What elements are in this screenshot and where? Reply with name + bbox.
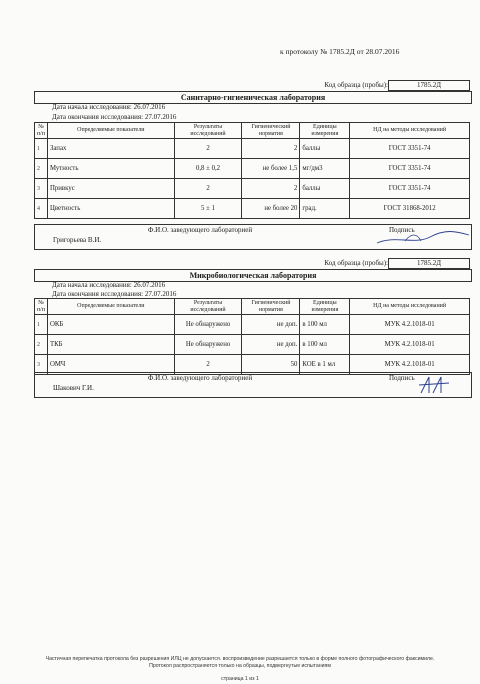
sanitary-sample-code-row <box>34 80 470 90</box>
cell-result: 5 ± 1 <box>174 199 242 219</box>
cell-unit: баллы <box>300 139 350 159</box>
sample-code-value: 1785.2Д <box>388 258 470 269</box>
col-unit-header: Единицы измерения <box>300 123 350 139</box>
handwritten-signature <box>375 227 471 247</box>
cell-result: 2 <box>174 139 242 159</box>
cell-num: 3 <box>35 179 48 199</box>
cell-indicator: Цветность <box>47 199 174 219</box>
cell-norm: 2 <box>242 179 300 199</box>
cell-norm: не доп. <box>242 315 300 335</box>
signature-head-label: Ф.И.О. заведующего лабораторией <box>147 226 253 234</box>
cell-method: ГОСТ 31868-2012 <box>350 199 470 219</box>
micro-signature-row <box>34 372 472 398</box>
col-method-header: НД на методы исследований <box>350 299 470 315</box>
table-header-row <box>35 299 470 315</box>
table-row <box>35 199 470 219</box>
sample-code-label: Код образца (пробы): <box>324 81 388 89</box>
cell-num: 3 <box>35 355 48 375</box>
cell-indicator: Привкус <box>47 179 174 199</box>
cell-unit: в 100 мл <box>300 315 350 335</box>
col-result-header: Результаты исследований <box>174 123 242 139</box>
table-row <box>35 139 470 159</box>
cell-indicator: ТКБ <box>47 335 174 355</box>
lab-head-name: Шакович Г.И. <box>53 384 94 392</box>
micro-end-date: Дата окончания исследования: 27.07.2016 <box>52 290 177 298</box>
cell-method: ГОСТ 3351-74 <box>350 139 470 159</box>
cell-method: ГОСТ 3351-74 <box>350 179 470 199</box>
cell-num: 1 <box>35 139 48 159</box>
cell-unit: КОЕ в 1 мл <box>300 355 350 375</box>
signature-label: Подпись <box>389 226 415 234</box>
cell-norm: не более 20 <box>242 199 300 219</box>
cell-unit: мг/дм3 <box>300 159 350 179</box>
sanitary-lab-title: Санитарно-гигиеническая лаборатория <box>34 91 472 104</box>
cell-unit: в 100 мл <box>300 335 350 355</box>
sanitary-signature-row <box>34 224 472 250</box>
cell-indicator: ОМЧ <box>47 355 174 375</box>
protocol-reference: к протоколу № 1785.2Д от 28.07.2016 <box>280 47 400 56</box>
cell-norm: не доп. <box>242 335 300 355</box>
col-unit-header: Единицы измерения <box>300 299 350 315</box>
cell-method: МУК 4.2.1018-01 <box>350 335 470 355</box>
cell-indicator: ОКБ <box>47 315 174 335</box>
cell-indicator: Мутность <box>47 159 174 179</box>
cell-norm: 50 <box>242 355 300 375</box>
col-result-header: Результаты исследований <box>174 299 242 315</box>
cell-num: 4 <box>35 199 48 219</box>
cell-method: ГОСТ 3351-74 <box>350 159 470 179</box>
cell-norm: не более 1,5 <box>242 159 300 179</box>
sanitary-results-table <box>34 122 470 219</box>
footer-disclaimer: Частичная перепечатка протокола без разрешения ИЛЦ не допускается. воспроизведение разрешается только в форме полного фотографического факсимиле. Протокол распространяется только на образцы, подвергнутые испытаниям <box>45 656 435 669</box>
table-row <box>35 315 470 335</box>
col-num-header: № п/п <box>35 299 48 315</box>
cell-unit: град. <box>300 199 350 219</box>
cell-result: Не обнаружено <box>174 335 242 355</box>
lab-head-name: Григорьева В.И. <box>53 236 102 244</box>
cell-method: МУК 4.2.1018-01 <box>350 315 470 335</box>
table-row <box>35 335 470 355</box>
sample-code-value: 1785.2Д <box>388 80 470 91</box>
cell-num: 1 <box>35 315 48 335</box>
cell-method: МУК 4.2.1018-01 <box>350 355 470 375</box>
signature-head-label: Ф.И.О. заведующего лабораторией <box>147 374 253 382</box>
col-norm-header: Гигиенический норматив <box>242 299 300 315</box>
sanitary-end-date: Дата окончания исследования: 27.07.2016 <box>52 113 177 121</box>
col-norm-header: Гигиенический норматив <box>242 123 300 139</box>
handwritten-signature <box>415 373 455 397</box>
table-row <box>35 179 470 199</box>
cell-result: Не обнаружено <box>174 315 242 335</box>
col-method-header: НД на методы исследований <box>350 123 470 139</box>
col-num-header: № п/п <box>35 123 48 139</box>
cell-norm: 2 <box>242 139 300 159</box>
micro-results-table <box>34 298 470 375</box>
cell-num: 2 <box>35 335 48 355</box>
cell-unit: баллы <box>300 179 350 199</box>
cell-num: 2 <box>35 159 48 179</box>
table-row <box>35 159 470 179</box>
signature-label: Подпись <box>389 374 415 382</box>
cell-indicator: Запах <box>47 139 174 159</box>
cell-result: 2 <box>174 355 242 375</box>
micro-start-date: Дата начала исследования: 26.07.2016 <box>52 281 166 289</box>
col-indicator-header: Определяемые показатели <box>47 299 174 315</box>
table-header-row <box>35 123 470 139</box>
col-indicator-header: Определяемые показатели <box>47 123 174 139</box>
sample-code-label: Код образца (пробы): <box>324 259 388 267</box>
micro-lab-title: Микробиологическая лаборатория <box>34 269 472 282</box>
page-number: страница 1 из 1 <box>221 676 259 682</box>
cell-result: 0,8 ± 0,2 <box>174 159 242 179</box>
cell-result: 2 <box>174 179 242 199</box>
micro-sample-code-row <box>34 258 470 268</box>
sanitary-start-date: Дата начала исследования: 26.07.2016 <box>52 103 166 111</box>
